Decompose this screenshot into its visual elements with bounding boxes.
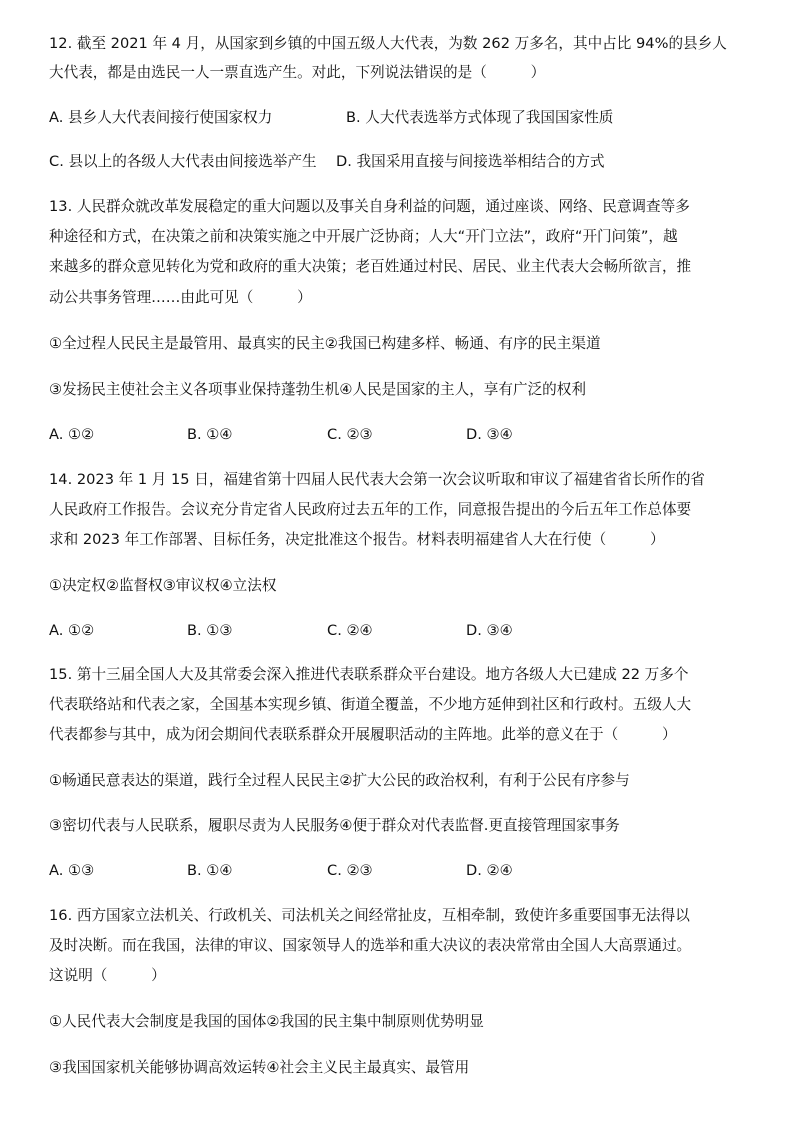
q12-stem-line-1: 12. 截至 2021 年 4 月，从国家到乡镇的中国五级人大代表，为数 262 万多名，其中占比 94%的县乡人 (49, 35, 727, 52)
q16-statements-line-2: ③我国国家机关能够协调高效运转④社会主义民主最真实、最管用 (49, 1059, 470, 1076)
q14-stem-line-2: 人民政府工作报告。会议充分肯定省人民政府过去五年的工作，同意报告提出的今后五年工作总体要 (49, 501, 692, 518)
q12-stem-line-2: 大代表，都是由选民一人一票直选产生。对此，下列说法错误的是（ ） (49, 64, 546, 81)
q14-option-b[interactable]: B. ①③ (187, 622, 233, 639)
q12-option-d[interactable]: D. 我国采用直接与间接选举相结合的方式 (336, 153, 605, 170)
q12-option-a[interactable]: A. 县乡人大代表间接行使国家权力 (49, 109, 273, 126)
q13-statements-line-2: ③发扬民主使社会主义各项事业保持蓬勃生机④人民是国家的主人，享有广泛的权利 (49, 381, 586, 398)
q15-option-d[interactable]: D. ②④ (466, 862, 513, 879)
q15-option-b[interactable]: B. ①④ (187, 862, 233, 879)
q13-stem-line-4: 动公共事务管理……由此可见（ ） (49, 289, 312, 306)
q15-statements-line-1: ①畅通民意表达的渠道，践行全过程人民民主②扩大公民的政治权利，有利于公民有序参与 (49, 772, 630, 789)
q14-statements-line-1: ①决定权②监督权③审议权④立法权 (49, 577, 277, 594)
q14-stem-line-3: 求和 2023 年工作部署、目标任务，决定批准这个报告。材料表明福建省人大在行使（ ） (49, 531, 665, 548)
q16-stem-line-3: 这说明（ ） (49, 967, 166, 984)
q13-stem-line-3: 来越多的群众意见转化为党和政府的重大决策；老百姓通过村民、居民、业主代表大会畅所欲言，推 (49, 258, 692, 275)
q13-option-d[interactable]: D. ③④ (466, 426, 513, 443)
q15-stem-line-1: 15. 第十三届全国人大及其常委会深入推进代表联系群众平台建设。地方各级人大已建成 22 万多个 (49, 666, 689, 683)
q16-stem-line-1: 16. 西方国家立法机关、行政机关、司法机关之间经常扯皮，互相牵制，致使许多重要国事无法得以 (49, 907, 690, 924)
q12-option-c[interactable]: C. 县以上的各级人大代表由间接选举产生 (49, 153, 317, 170)
q13-option-b[interactable]: B. ①④ (187, 426, 233, 443)
q14-option-a[interactable]: A. ①② (49, 622, 95, 639)
q14-option-d[interactable]: D. ③④ (466, 622, 513, 639)
q15-stem-line-3: 代表都参与其中，成为闭会期间代表联系群众开展履职活动的主阵地。此举的意义在于（ ） (49, 726, 677, 743)
q15-option-c[interactable]: C. ②③ (327, 862, 373, 879)
q13-option-a[interactable]: A. ①② (49, 426, 95, 443)
q13-stem-line-1: 13. 人民群众就改革发展稳定的重大问题以及事关自身利益的问题，通过座谈、网络、民意调查等多 (49, 198, 690, 215)
q15-statements-line-2: ③密切代表与人民联系，履职尽责为人民服务④便于群众对代表监督.更直接管理国家事务 (49, 817, 620, 834)
q14-option-c[interactable]: C. ②④ (327, 622, 373, 639)
q15-option-a[interactable]: A. ①③ (49, 862, 95, 879)
q15-stem-line-2: 代表联络站和代表之家，全国基本实现乡镇、街道全覆盖，不少地方延伸到社区和行政村。五级人大 (49, 696, 692, 713)
q12-option-b[interactable]: B. 人大代表选举方式体现了我国国家性质 (346, 109, 614, 126)
q13-stem-line-2: 种途径和方式，在决策之前和决策实施之中开展广泛协商；人大“开门立法”，政府“开门问策”，越 (49, 228, 678, 245)
q16-stem-line-2: 及时决断。而在我国，法律的审议、国家领导人的选举和重大决议的表决常常由全国人大高票通过。 (49, 937, 692, 954)
q13-statements-line-1: ①全过程人民民主是最管用、最真实的民主②我国已构建多样、畅通、有序的民主渠道 (49, 335, 601, 352)
q16-statements-line-1: ①人民代表大会制度是我国的国体②我国的民主集中制原则优势明显 (49, 1013, 484, 1030)
q14-stem-line-1: 14. 2023 年 1 月 15 日，福建省第十四届人民代表大会第一次会议听取和审议了福建省省长所作的省 (49, 471, 706, 488)
q13-option-c[interactable]: C. ②③ (327, 426, 373, 443)
